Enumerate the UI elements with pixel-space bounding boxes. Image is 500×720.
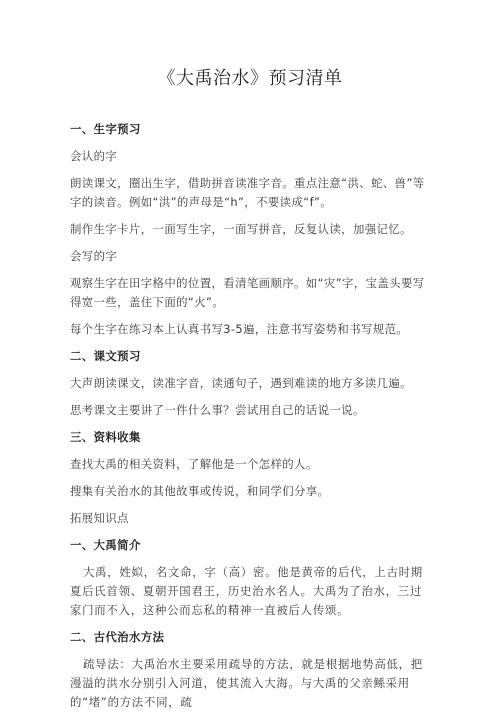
- paragraph: 观察生字在田字格中的位置，看清笔画顺序。如“灾”字，宝盖头要写得宽一些，盖住下面的“火”。: [70, 276, 425, 309]
- paragraph: 搜集有关治水的其他故事或传说，和同学们分享。: [70, 484, 330, 498]
- paragraph: 拓展知识点: [70, 511, 129, 525]
- section-heading: 二、课文预习: [70, 349, 141, 363]
- page-title: 《大禹治水》预习清单: [157, 68, 343, 89]
- section-heading: 一、生字预习: [70, 122, 141, 136]
- paragraph: 朗读课文，圈出生字，借助拼音读准字音。重点注意“洪、蛇、兽”等字的读音。例如“洪”的声母是“h”，不要读成“f”。: [70, 176, 425, 209]
- paragraph: 思考课文主要讲了一件什么事？尝试用自己的话说一说。: [70, 403, 365, 417]
- paragraph: 大声朗读课文，读准字音，读通句子，遇到难读的地方多读几遍。: [70, 376, 412, 390]
- document-body: [70, 120, 430, 720]
- section-heading: 二、古代治水方法: [70, 630, 165, 644]
- paragraph: 大禹，姓姒，名文命，字（高）密。他是黄帝的后代，上古时期夏后氏首领、夏朝开国君王，历史治水名人。大禹为了治水，三过家门而不入，这种公而忘私的精神一直被后人传颂。: [70, 565, 423, 617]
- section-heading: 一、大禹简介: [70, 538, 141, 552]
- paragraph: 查找大禹的相关资料，了解他是一个怎样的人。: [70, 457, 318, 471]
- paragraph: 制作生字卡片，一面写生字，一面写拼音，反复认读，加强记忆。: [70, 222, 412, 236]
- paragraph: 会写的字: [70, 249, 118, 263]
- paragraph: 每个生字在练习本上认真书写3-5遍，注意书写姿势和书写规范。: [70, 322, 409, 336]
- paragraph: 会认的字: [70, 149, 118, 163]
- section-heading: 三、资料收集: [70, 430, 141, 444]
- paragraph: 疏导法：大禹治水主要采用疏导的方法，就是根据地势高低，把漫溢的洪水分别引入河道，使其流入大海。与大禹的父亲鲧采用的“堵”的方法不同，疏: [70, 657, 423, 709]
